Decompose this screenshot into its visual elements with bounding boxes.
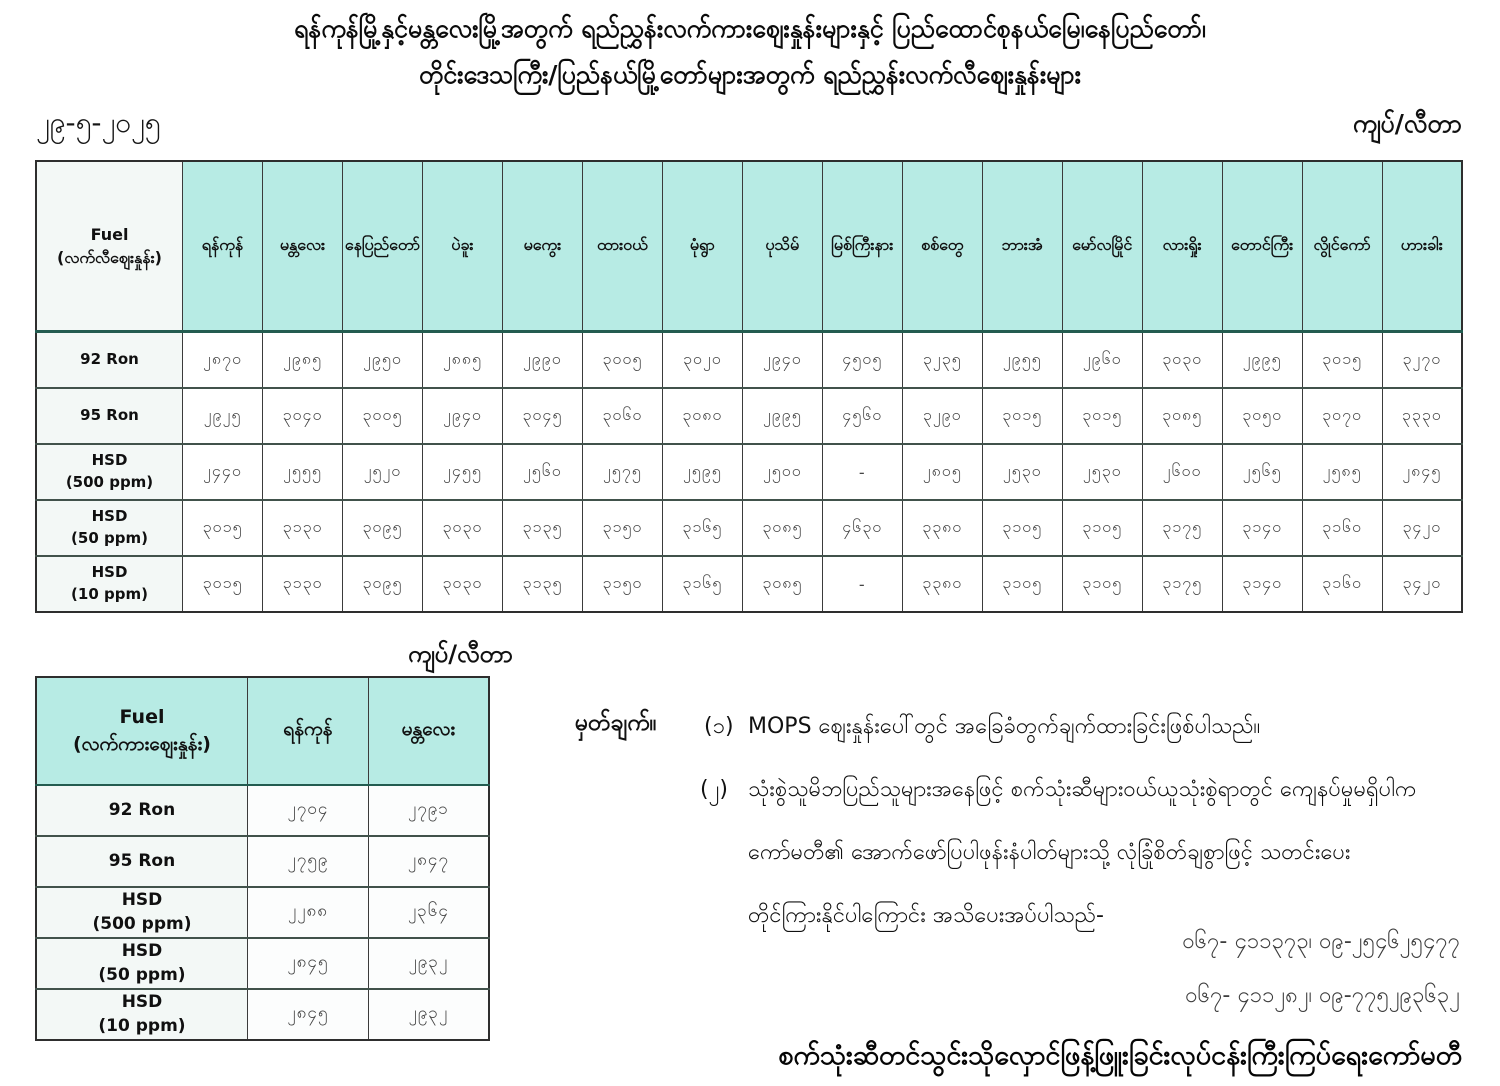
- price-cell: ၃၀၇၀: [1302, 388, 1382, 444]
- city-header: စစ်တွေ: [902, 161, 982, 332]
- price-cell: ၂၈၀၅: [902, 444, 982, 500]
- price-cell: ၃၀၂၀: [662, 332, 742, 389]
- fuel-column-header: Fuel (လက်လီဈေးနှုန်း): [36, 161, 183, 332]
- fuel-type-label: HSD (50 ppm): [36, 938, 248, 989]
- note-1-number: (၁): [704, 714, 734, 739]
- table-row: [36, 785, 489, 836]
- table-row: [36, 444, 1462, 500]
- price-cell: ၃၁၀၅: [1062, 556, 1142, 612]
- fuel-column-header: Fuel (လက်ကားဈေးနှုန်း): [36, 677, 248, 785]
- table-row: [36, 887, 489, 938]
- table-row: [36, 836, 489, 887]
- price-cell: ၃၁၃၀: [262, 500, 342, 556]
- price-cell: ၃၀၈၅: [1142, 388, 1222, 444]
- price-cell: ၂၉၉၀: [502, 332, 582, 389]
- notes-heading: မှတ်ချက်။: [575, 710, 657, 736]
- price-cell: ၃၁၆၅: [662, 556, 742, 612]
- city-header: မော်လမြိုင်: [1062, 161, 1142, 332]
- price-cell: ၂၉၈၅: [262, 332, 342, 389]
- table-row: [36, 989, 489, 1040]
- price-cell: ၃၀၈၅: [742, 556, 822, 612]
- price-cell: ၂၅၃၀: [982, 444, 1062, 500]
- price-cell: ၃၀၀၅: [582, 332, 662, 389]
- price-cell: ၂၉၃၂: [368, 938, 489, 989]
- header-row: [36, 161, 1462, 332]
- price-cell: ၃၀၃၀: [1142, 332, 1222, 389]
- table-row: [36, 332, 1462, 389]
- price-cell: ၂၅၃၀: [1062, 444, 1142, 500]
- city-header: မြစ်ကြီးနား: [822, 161, 902, 332]
- price-cell: ၃၁၆၀: [1302, 500, 1382, 556]
- price-cell: ၃၄၂၀: [1382, 500, 1462, 556]
- price-cell: ၂၈၈၅: [422, 332, 502, 389]
- price-cell: -: [822, 556, 902, 612]
- price-cell: ၂၂၈၈: [248, 887, 369, 938]
- phone-line-1: ဝ၆၇- ၄၁၁၃၇၃၊ ဝ၉-၂၅၄၆၂၅၄၇၇: [1182, 929, 1460, 954]
- price-cell: ၃၃၈၀: [902, 556, 982, 612]
- price-cell: ၃၁၃၀: [262, 556, 342, 612]
- retail-price-table: [35, 160, 1463, 613]
- price-cell: ၃၂၉၀: [902, 388, 982, 444]
- price-cell: ၂၉၂၅: [183, 388, 263, 444]
- unit-label-main: ကျပ်/လီတာ: [1352, 109, 1462, 138]
- price-cell: ၃၂၇၀: [1382, 332, 1462, 389]
- city-header: မန္တလေး: [368, 677, 489, 785]
- price-cell: ၃၀၈၅: [742, 500, 822, 556]
- phone-line-2: ဝ၆၇- ၄၁၁၂၈၂၊ ဝ၉-၇၇၅၂၉၃၆၃၂: [1185, 983, 1460, 1008]
- price-cell: ၂၅၂၀: [342, 444, 422, 500]
- header-row: [36, 677, 489, 785]
- title-line-1: ရန်ကုန်မြို့နှင့်မန္တလေးမြို့အတွက် ရည်ညွှန်းလက်ကားဈေးနှုန်းများနှင့် ပြည်ထောင်စုနယ်မြေ၊နေပြည်တော်၊: [294, 14, 1206, 43]
- price-cell: ၂၅၅၅: [262, 444, 342, 500]
- price-cell: ၂၅၇၅: [582, 444, 662, 500]
- price-cell: ၂၉၉၅: [1222, 332, 1302, 389]
- city-header: ရန်ကုန်: [183, 161, 263, 332]
- price-cell: ၃၀၆၀: [582, 388, 662, 444]
- fuel-type-label: HSD (500 ppm): [36, 887, 248, 938]
- price-cell: ၂၃၆၄: [368, 887, 489, 938]
- price-cell: ၂၈၄၅: [248, 989, 369, 1040]
- price-cell: ၃၁၆၀: [1302, 556, 1382, 612]
- price-cell: ၃၁၀၅: [982, 500, 1062, 556]
- city-header: လွိုင်ကော်: [1302, 161, 1382, 332]
- city-header: ပဲခူး: [422, 161, 502, 332]
- price-cell: ၂၇၅၉: [248, 836, 369, 887]
- committee-name: စက်သုံးဆီတင်သွင်းသိုလှောင်ဖြန့်ဖြူးခြင်းလုပ်ငန်းကြီးကြပ်ရေးကော်မတီ: [778, 1040, 1462, 1071]
- price-cell: ၄၅၀၅: [822, 332, 902, 389]
- fuel-type-label: 92 Ron: [36, 785, 248, 836]
- fuel-type-label: HSD (50 ppm): [36, 500, 183, 556]
- price-cell: ၃၀၁၅: [982, 388, 1062, 444]
- price-cell: ၂၈၄၇: [368, 836, 489, 887]
- city-header: ပုသိမ်: [742, 161, 822, 332]
- fuel-type-label: HSD (10 ppm): [36, 556, 183, 612]
- price-cell: ၃၁၀၅: [1062, 500, 1142, 556]
- fuel-type-label: 95 Ron: [36, 836, 248, 887]
- price-cell: ၃၁၅၀: [582, 556, 662, 612]
- price-cell: ၃၀၅၀: [1222, 388, 1302, 444]
- fuel-type-label: 95 Ron: [36, 388, 183, 444]
- price-cell: ၃၀၉၅: [342, 500, 422, 556]
- price-cell: ၂၆၀၀: [1142, 444, 1222, 500]
- price-cell: ၃၀၄၀: [262, 388, 342, 444]
- city-header: တောင်ကြီး: [1222, 161, 1302, 332]
- city-header: မုံရွာ: [662, 161, 742, 332]
- price-cell: ၃၁၆၅: [662, 500, 742, 556]
- title-line-2: တိုင်းဒေသကြီး/ပြည်နယ်မြို့တော်များအတွက် ရည်ညွှန်းလက်လီဈေးနှုန်းများ: [418, 60, 1082, 89]
- price-cell: ၂၈၄၅: [1382, 444, 1462, 500]
- note-2-line-3: တိုင်ကြားနိုင်ပါကြောင်း အသိပေးအပ်ပါသည်-: [748, 903, 1104, 928]
- price-cell: ၃၃၃၀: [1382, 388, 1462, 444]
- price-cell: ၂၇၉၁: [368, 785, 489, 836]
- price-cell: ၄၆၃၀: [822, 500, 902, 556]
- city-header: လားရှိုး: [1142, 161, 1222, 332]
- price-cell: ၃၀၃၀: [422, 556, 502, 612]
- price-cell: ၂၉၅၀: [342, 332, 422, 389]
- report-date: ၂၉-၅-၂၀၂၅: [36, 106, 161, 139]
- city-header: မန္တလေး: [262, 161, 342, 332]
- price-cell: ၃၁၄၀: [1222, 556, 1302, 612]
- price-cell: ၂၈၇၀: [183, 332, 263, 389]
- price-cell: ၃၀၃၀: [422, 500, 502, 556]
- price-cell: ၃၀၉၅: [342, 556, 422, 612]
- price-cell: ၃၁၃၅: [502, 500, 582, 556]
- price-cell: ၃၀၈၀: [662, 388, 742, 444]
- fuel-type-label: 92 Ron: [36, 332, 183, 389]
- price-cell: ၃၁၇၅: [1142, 556, 1222, 612]
- note-2-line-2: ကော်မတီ၏ အောက်ဖော်ပြပါဖုန်းနံပါတ်များသို့ လုံခြုံစိတ်ချစွာဖြင့် သတင်းပေး: [748, 840, 1351, 865]
- price-cell: ၂၄၄၀: [183, 444, 263, 500]
- price-cell: -: [822, 444, 902, 500]
- table-row: [36, 388, 1462, 444]
- price-cell: ၃၁၃၅: [502, 556, 582, 612]
- price-cell: ၃၀၁၅: [183, 500, 263, 556]
- price-cell: ၂၉၄၀: [422, 388, 502, 444]
- price-cell: ၂၇၀၄: [248, 785, 369, 836]
- city-header: ဟားခါး: [1382, 161, 1462, 332]
- price-cell: ၃၁၀၅: [982, 556, 1062, 612]
- unit-label-small: ကျပ်/လီတာ: [408, 640, 513, 668]
- price-cell: ၂၄၅၅: [422, 444, 502, 500]
- note-2-number: (၂): [700, 777, 728, 802]
- price-cell: ၃၀၄၅: [502, 388, 582, 444]
- price-cell: ၂၅၉၅: [662, 444, 742, 500]
- table-row: [36, 500, 1462, 556]
- price-cell: ၃၃၈၀: [902, 500, 982, 556]
- price-cell: ၃၀၁၅: [1062, 388, 1142, 444]
- price-cell: ၂၈၄၅: [248, 938, 369, 989]
- city-header: ဘားအံ: [982, 161, 1062, 332]
- price-cell: ၃၀၁၅: [1302, 332, 1382, 389]
- price-cell: ၃၁၅၀: [582, 500, 662, 556]
- price-cell: ၃၁၄၀: [1222, 500, 1302, 556]
- price-cell: ၂၉၆၀: [1062, 332, 1142, 389]
- price-cell: ၃၄၂၀: [1382, 556, 1462, 612]
- fuel-type-label: HSD (10 ppm): [36, 989, 248, 1040]
- city-header: ရန်ကုန်: [248, 677, 369, 785]
- price-cell: ၂၉၄၀: [742, 332, 822, 389]
- wholesale-price-table: [35, 676, 490, 1041]
- note-1-text: MOPS ဈေးနှုန်းပေါ်တွင် အခြေခံတွက်ချက်ထားခြင်းဖြစ်ပါသည်။: [748, 714, 1261, 739]
- price-cell: ၂၅၈၅: [1302, 444, 1382, 500]
- city-header: နေပြည်တော်: [342, 161, 422, 332]
- price-cell: ၂၉၅၅: [982, 332, 1062, 389]
- price-cell: ၂၅၆၅: [1222, 444, 1302, 500]
- document-title: [0, 6, 1500, 98]
- price-cell: ၃၂၃၅: [902, 332, 982, 389]
- city-header: ထားဝယ်: [582, 161, 662, 332]
- note-2-line-1: သုံးစွဲသူမိဘပြည်သူများအနေဖြင့် စက်သုံးဆီများဝယ်ယူသုံးစွဲရာတွင် ကျေနပ်မှုမရှိပါက: [748, 777, 1417, 802]
- price-cell: ၃၀၁၅: [183, 556, 263, 612]
- table-row: [36, 938, 489, 989]
- price-cell: ၃၀၀၅: [342, 388, 422, 444]
- fuel-type-label: HSD (500 ppm): [36, 444, 183, 500]
- price-cell: ၄၅၆၀: [822, 388, 902, 444]
- city-header: မကွေး: [502, 161, 582, 332]
- price-cell: ၂၉၉၅: [742, 388, 822, 444]
- price-cell: ၂၅၀၀: [742, 444, 822, 500]
- table-row: [36, 556, 1462, 612]
- price-cell: ၂၉၃၂: [368, 989, 489, 1040]
- price-cell: ၂၅၆၀: [502, 444, 582, 500]
- price-cell: ၃၁၇၅: [1142, 500, 1222, 556]
